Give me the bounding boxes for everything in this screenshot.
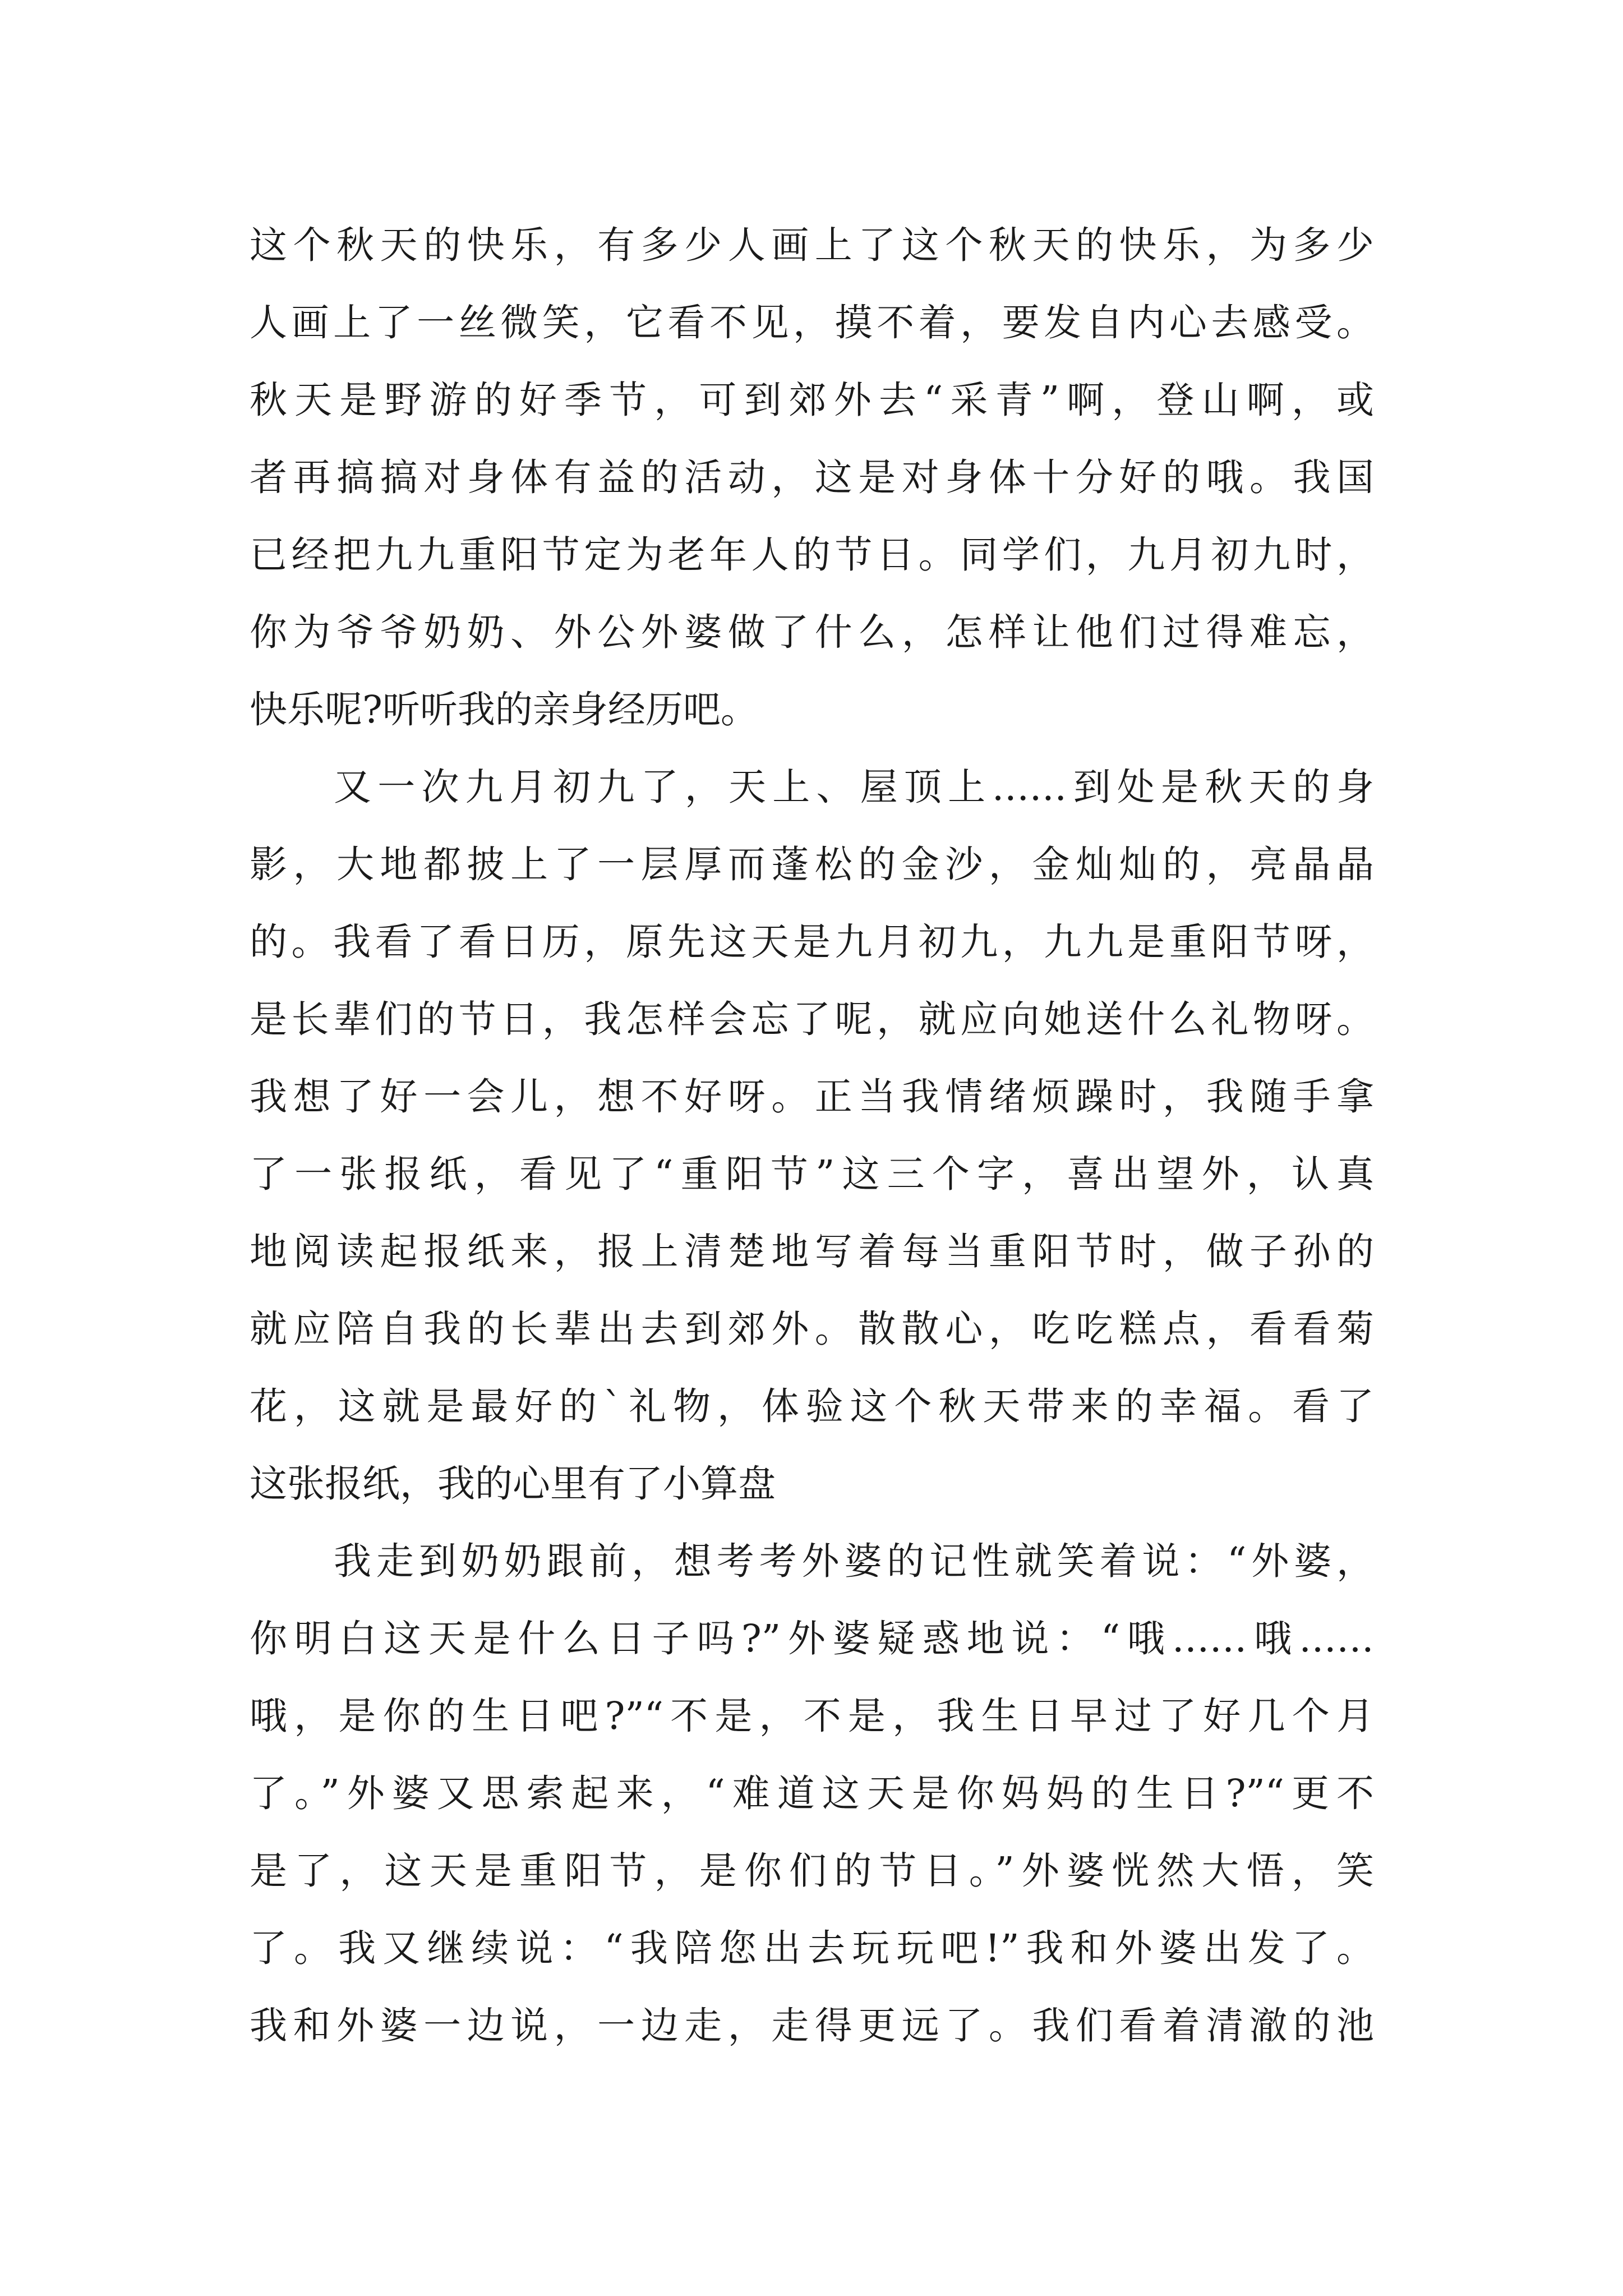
text-line: 哦，是你的生日吧?”“不是，不是，我生日早过了好几个月 xyxy=(250,1694,1374,1738)
text-line: 秋天是野游的好季节，可到郊外去“采青”啊，登山啊，或 xyxy=(250,378,1374,422)
text-line: 了。我又继续说：“我陪您出去玩玩吧!”我和外婆出发了。 xyxy=(250,1926,1374,1970)
text-line: 人画上了一丝微笑，它看不见，摸不着，要发自内心去感受。 xyxy=(250,301,1374,344)
text-line: 花，这就是最好的`礼物，体验这个秋天带来的幸福。看了 xyxy=(250,1384,1374,1428)
text-line: 的。我看了看日历，原先这天是九月初九，九九是重阳节呀， xyxy=(250,920,1374,964)
paragraph-3 xyxy=(250,1522,1374,2064)
text-line: 这个秋天的快乐，有多少人画上了这个秋天的快乐，为多少 xyxy=(250,223,1374,267)
text-line: 这张报纸，我的心里有了小算盘 xyxy=(250,1462,776,1506)
text-line: 又一次九月初九了，天上、屋顶上……到处是秋天的身 xyxy=(334,765,1374,809)
text-line: 已经把九九重阳节定为老年人的节日。同学们，九月初九时， xyxy=(250,533,1374,577)
text-line: 影，大地都披上了一层厚而蓬松的金沙，金灿灿的，亮晶晶 xyxy=(250,843,1374,886)
text-line: 地阅读起报纸来，报上清楚地写着每当重阳节时，做子孙的 xyxy=(250,1230,1374,1273)
text-line: 快乐呢?听听我的亲身经历吧。 xyxy=(250,688,758,731)
text-line: 我走到奶奶跟前，想考考外婆的记性就笑着说：“外婆， xyxy=(334,1539,1374,1583)
text-line: 你明白这天是什么日子吗?”外婆疑惑地说：“哦……哦…… xyxy=(250,1617,1374,1660)
text-line: 我想了好一会儿，想不好呀。正当我情绪烦躁时，我随手拿 xyxy=(250,1075,1374,1119)
text-line: 是了，这天是重阳节，是你们的节日。”外婆恍然大悟，笑 xyxy=(250,1849,1374,1893)
document-body xyxy=(250,206,1374,2064)
text-line: 我和外婆一边说，一边走，走得更远了。我们看着清澈的池 xyxy=(250,2004,1374,2047)
text-line: 就应陪自我的长辈出去到郊外。散散心，吃吃糕点，看看菊 xyxy=(250,1307,1374,1351)
text-line: 是长辈们的节日，我怎样会忘了呢，就应向她送什么礼物呀。 xyxy=(250,997,1374,1041)
paragraph-1 xyxy=(250,206,1374,748)
text-line: 你为爷爷奶奶、外公外婆做了什么，怎样让他们过得难忘， xyxy=(250,610,1374,654)
text-line: 了一张报纸，看见了“重阳节”这三个字，喜出望外，认真 xyxy=(250,1152,1374,1196)
paragraph-2 xyxy=(250,748,1374,1522)
text-line: 了。”外婆又思索起来，“难道这天是你妈妈的生日?”“更不 xyxy=(250,1772,1374,1815)
text-line: 者再搞搞对身体有益的活动，这是对身体十分好的哦。我国 xyxy=(250,455,1374,499)
